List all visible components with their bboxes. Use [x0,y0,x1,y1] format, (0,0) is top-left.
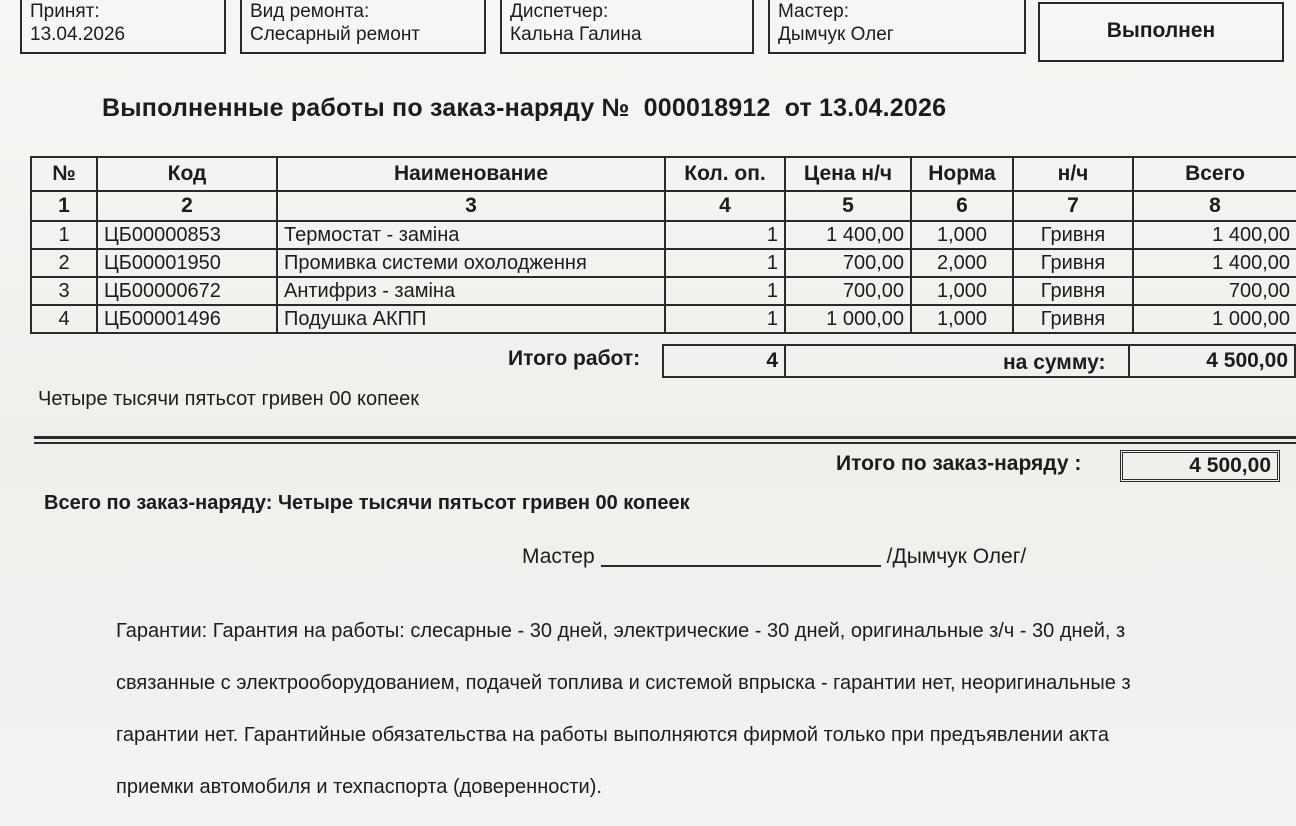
grand-total-words: Всего по заказ-наряду: Четыре тысячи пятьсот гривен 00 копеек [44,492,690,514]
col-header-norm: Норма [911,157,1013,191]
col-header-number: № [31,157,97,191]
table-row [31,277,1296,305]
repair-type-value: Слесарный ремонт [250,24,421,45]
grand-total-label: Итого по заказ-наряду : [836,452,1082,475]
signature-line [601,565,881,567]
col-num: 7 [1013,191,1133,221]
amount-in-words: Четыре тысячи пятьсот гривен 00 копеек [38,388,419,410]
title-prefix: Выполненные работы по заказ-наряду № [102,94,630,122]
row-total: 700,00 [1133,277,1296,305]
accepted-date: 13.04.2026 [30,24,126,45]
header-number-row [31,191,1296,221]
order-date: от 13.04.2026 [784,94,947,122]
master-box [768,0,1026,54]
works-total-count: 4 [662,344,786,378]
row-qty: 1 [665,249,785,277]
master-label: Мастер: [778,1,850,22]
row-total: 1 400,00 [1133,221,1296,249]
col-header-total: Всего [1133,157,1296,191]
row-number: 2 [31,249,97,277]
row-unit: Гривня [1013,305,1133,333]
row-qty: 1 [665,305,785,333]
row-total: 1 000,00 [1133,305,1296,333]
repair-type-label: Вид ремонта: [250,1,370,22]
guarantee-line: гарантии нет. Гарантийные обязательства на работы выполняются фирмой только при предъявлении акта [116,724,1109,746]
col-header-code: Код [97,157,277,191]
master-signature [522,545,1026,569]
row-name: Промивка системи охолодження [277,249,665,277]
col-header-unit: н/ч [1013,157,1133,191]
table-row [31,221,1296,249]
dispatcher-value: Кальна Галина [510,24,642,45]
row-code: ЦБ00001496 [97,305,277,333]
guarantee-text [116,592,1296,826]
col-num: 5 [785,191,911,221]
row-code: ЦБ00000853 [97,221,277,249]
row-name: Антифриз - заміна [277,277,665,305]
col-num: 6 [911,191,1013,221]
guarantee-line: Гарантии: Гарантия на работы: слесарные - 30 дней, электрические - 30 дней, оригинальные з/ч - 30 дней, з [116,620,1126,642]
master-value: Дымчук Олег [778,24,894,45]
col-num: 3 [277,191,665,221]
row-number: 1 [31,221,97,249]
repair-type-box [240,0,486,54]
row-code: ЦБ00001950 [97,249,277,277]
row-code: ЦБ00000672 [97,277,277,305]
accepted-box [20,0,226,54]
row-price: 700,00 [785,277,911,305]
col-num: 2 [97,191,277,221]
col-header-qty: Кол. оп. [665,157,785,191]
col-num: 8 [1133,191,1296,221]
guarantee-line: связанные с электрооборудованием, подачей топлива и системой впрыска - гарантии нет, неоригинальные з [116,672,1131,694]
dispatcher-label: Диспетчер: [510,1,609,22]
row-norm: 1,000 [911,277,1013,305]
row-name: Подушка АКПП [277,305,665,333]
divider [34,436,1296,439]
page-title [102,94,946,123]
row-norm: 1,000 [911,305,1013,333]
row-qty: 1 [665,221,785,249]
status-badge: Выполнен [1038,2,1284,62]
row-unit: Гривня [1013,249,1133,277]
row-name: Термостат - заміна [277,221,665,249]
divider [34,442,1296,444]
row-price: 1 000,00 [785,305,911,333]
row-norm: 2,000 [911,249,1013,277]
row-price: 700,00 [785,249,911,277]
signature-label: Мастер [522,545,595,568]
row-total: 1 400,00 [1133,249,1296,277]
table-row [31,249,1296,277]
row-qty: 1 [665,277,785,305]
works-table [30,156,1296,334]
row-number: 4 [31,305,97,333]
signature-name: /Дымчук Олег/ [886,545,1027,568]
order-number: 000018912 [643,94,771,122]
col-num: 1 [31,191,97,221]
sum-value: 4 500,00 [1128,344,1296,378]
col-header-name: Наименование [277,157,665,191]
sum-label: на сумму: [1003,351,1106,374]
col-header-price: Цена н/ч [785,157,911,191]
works-total-label: Итого работ: [508,347,641,370]
header-row [31,157,1296,191]
table-row [31,305,1296,333]
accepted-label: Принят: [30,1,100,22]
col-num: 4 [665,191,785,221]
row-unit: Гривня [1013,221,1133,249]
row-number: 3 [31,277,97,305]
dispatcher-box [500,0,754,54]
row-price: 1 400,00 [785,221,911,249]
row-norm: 1,000 [911,221,1013,249]
guarantee-line: приемки автомобиля и техпаспорта (доверенности). [116,776,602,798]
row-unit: Гривня [1013,277,1133,305]
grand-total-value: 4 500,00 [1120,450,1280,482]
